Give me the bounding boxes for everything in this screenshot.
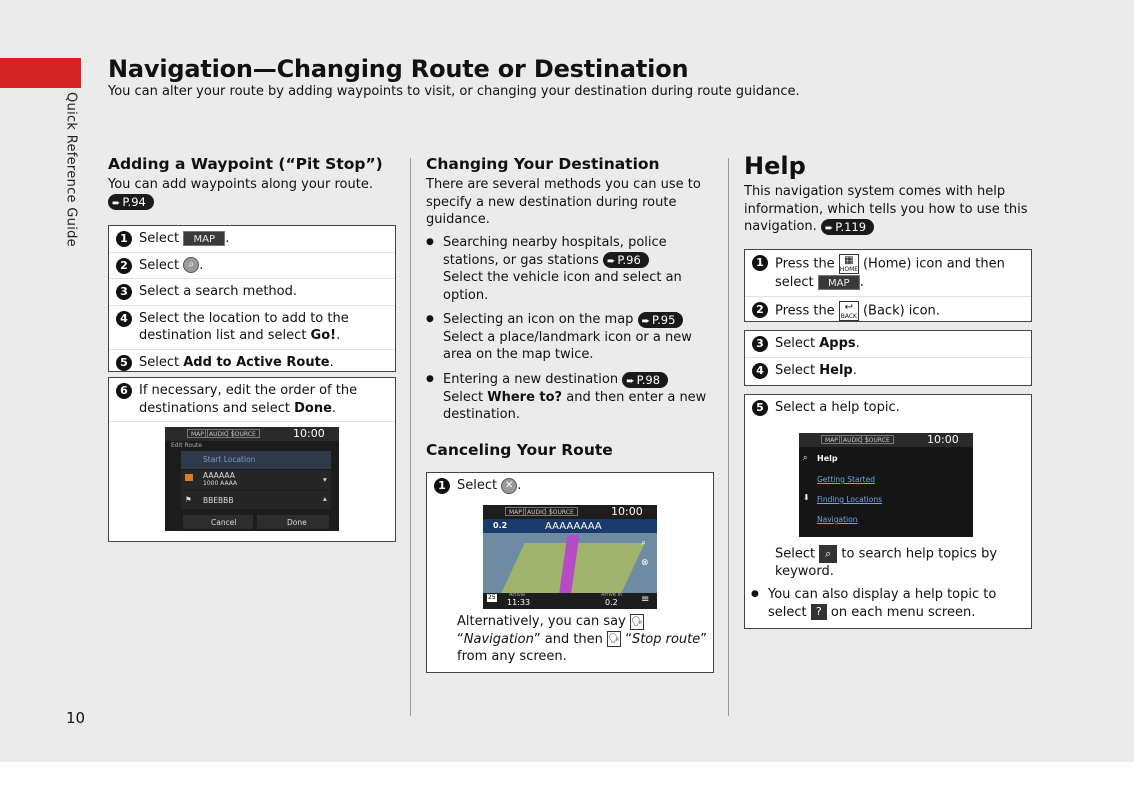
waypoint-step6-box <box>108 377 396 542</box>
scroll-down-icon: ⬇ <box>803 493 810 502</box>
help-step-3: 3 Select Apps. <box>745 331 1031 358</box>
column-divider-2 <box>728 158 729 716</box>
destination-flag-icon: ⚑ <box>185 495 192 504</box>
search-icon: ⌕ <box>183 257 199 273</box>
help-step-2: 2 Press the ↩ BACK (Back) icon. <box>745 297 1031 325</box>
search-icon: ⌕ <box>819 545 837 563</box>
waypoint-page-ref[interactable]: ➨ P.94 <box>108 194 154 210</box>
edit-route-screenshot: MAP AUDIO SOURCE 10:00 Edit Route Start Location AAAAAA 1000 AAAA ▾ ⚑ BBEBBB ▴ Cancel Done <box>165 427 339 531</box>
destination-ref-2[interactable]: ➨ P.95 <box>638 312 684 328</box>
home-icon: ▦ HOME <box>839 255 859 273</box>
destination-option-2: ● Selecting an icon on the map ➨ P.95 Select a place/landmark icon or a new area on the map twice. <box>426 311 716 364</box>
cancel-step-1: 1 Select ✕ . <box>427 473 713 499</box>
waypoint-step-1: 1 Select MAP . <box>109 226 395 253</box>
talk-button-icon: 🗣 <box>607 631 621 647</box>
waypoint-steps-box <box>108 225 396 372</box>
destination-heading: Changing Your Destination <box>426 155 660 173</box>
map-button-icon: MAP <box>818 275 860 290</box>
move-up-icon: ▴ <box>323 494 327 503</box>
help-steps-box-3 <box>744 394 1032 629</box>
waypoint-step-4: 4 Select the location to add to the destination list and select Go!. <box>109 306 395 350</box>
help-steps-box-1 <box>744 249 1032 322</box>
waypoint-step-2: 2 Select ⌕ . <box>109 253 395 280</box>
help-search-icon: ⌕ <box>803 453 808 462</box>
waypoint-step-5: 5 Select Add to Active Route. <box>109 350 395 376</box>
waypoint-heading: Adding a Waypoint (“Pit Stop”) <box>108 155 383 173</box>
destination-ref-3[interactable]: ➨ P.98 <box>622 372 668 388</box>
waypoint-step-3: 3 Select a search method. <box>109 279 395 306</box>
column-divider-1 <box>410 158 411 716</box>
waypoint-desc: You can add waypoints along your route. ➨ P.94 <box>108 177 373 209</box>
help-steps-box-2 <box>744 330 1032 386</box>
menu-icon: ≡ <box>641 594 650 605</box>
waypoint-flag-icon <box>185 474 193 481</box>
map-guidance-screenshot: MAP AUDIO SOURCE 10:00 0.2 AAAAAAAA 25 Arrival 11:33 Arrive In 0.2 ≡ ⌕ ⊗ <box>483 505 657 609</box>
help-step-5: 5 Select a help topic. <box>745 395 1031 421</box>
destination-ref-1[interactable]: ➨ P.96 <box>603 252 649 268</box>
help-bullet-note: ● You can also display a help topic to select ? on each menu screen. <box>751 586 1021 621</box>
back-icon: ↩ BACK <box>840 301 857 320</box>
section-tab-marker <box>0 58 81 88</box>
map-cancel-icon: ⊗ <box>641 558 649 568</box>
cancel-route-icon: ✕ <box>501 478 517 494</box>
map-search-icon: ⌕ <box>641 538 647 548</box>
destination-option-1: ● Searching nearby hospitals, police stations, or gas stations ➨ P.96 Select the vehicle icon and select an option. <box>426 234 716 304</box>
help-page-ref[interactable]: ➨ P.119 <box>821 219 874 235</box>
cancel-route-heading: Canceling Your Route <box>426 441 613 459</box>
page-bottom-margin <box>0 762 1134 794</box>
help-search-note: Select ⌕ to search help topics by keyword. <box>775 546 998 579</box>
page-number: 10 <box>66 709 86 727</box>
help-step-1: 1 Press the ▦ HOME (Home) icon and then select MAP . <box>745 250 1031 297</box>
side-section-label: Quick Reference Guide <box>63 92 79 247</box>
help-desc: This navigation system comes with help information, which tells you how to use this navigation. ➨ P.119 <box>744 184 1028 234</box>
destination-option-3: ● Entering a new destination ➨ P.98 Select Where to? and then enter a new destination. <box>426 371 716 424</box>
move-down-icon: ▾ <box>323 475 327 484</box>
waypoint-step-6: 6 If necessary, edit the order of the destinations and select Done. <box>109 378 395 422</box>
voice-command-note: Alternatively, you can say 🗣 “Navigation” and then 🗣 “Stop route” from any screen. <box>457 614 708 664</box>
ref-arrow-icon: ➨ <box>112 198 121 209</box>
talk-button-icon: 🗣 <box>630 614 644 630</box>
help-heading: Help <box>744 152 806 180</box>
help-menu-screenshot: MAP AUDIO SOURCE 10:00 ⌕ Help Getting Started ⬇ Finding Locations Navigation <box>799 433 973 537</box>
cancel-route-box <box>426 472 714 673</box>
destination-desc: There are several methods you can use to specify a new destination during route guidance. <box>426 177 701 227</box>
page-title: Navigation—Changing Route or Destination <box>108 55 689 83</box>
question-mark-icon: ? <box>811 604 827 620</box>
page-intro: You can alter your route by adding waypoints to visit, or changing your destination during route guidance. <box>108 84 800 99</box>
help-step-4: 4 Select Help. <box>745 358 1031 384</box>
map-button-icon: MAP <box>183 231 225 246</box>
